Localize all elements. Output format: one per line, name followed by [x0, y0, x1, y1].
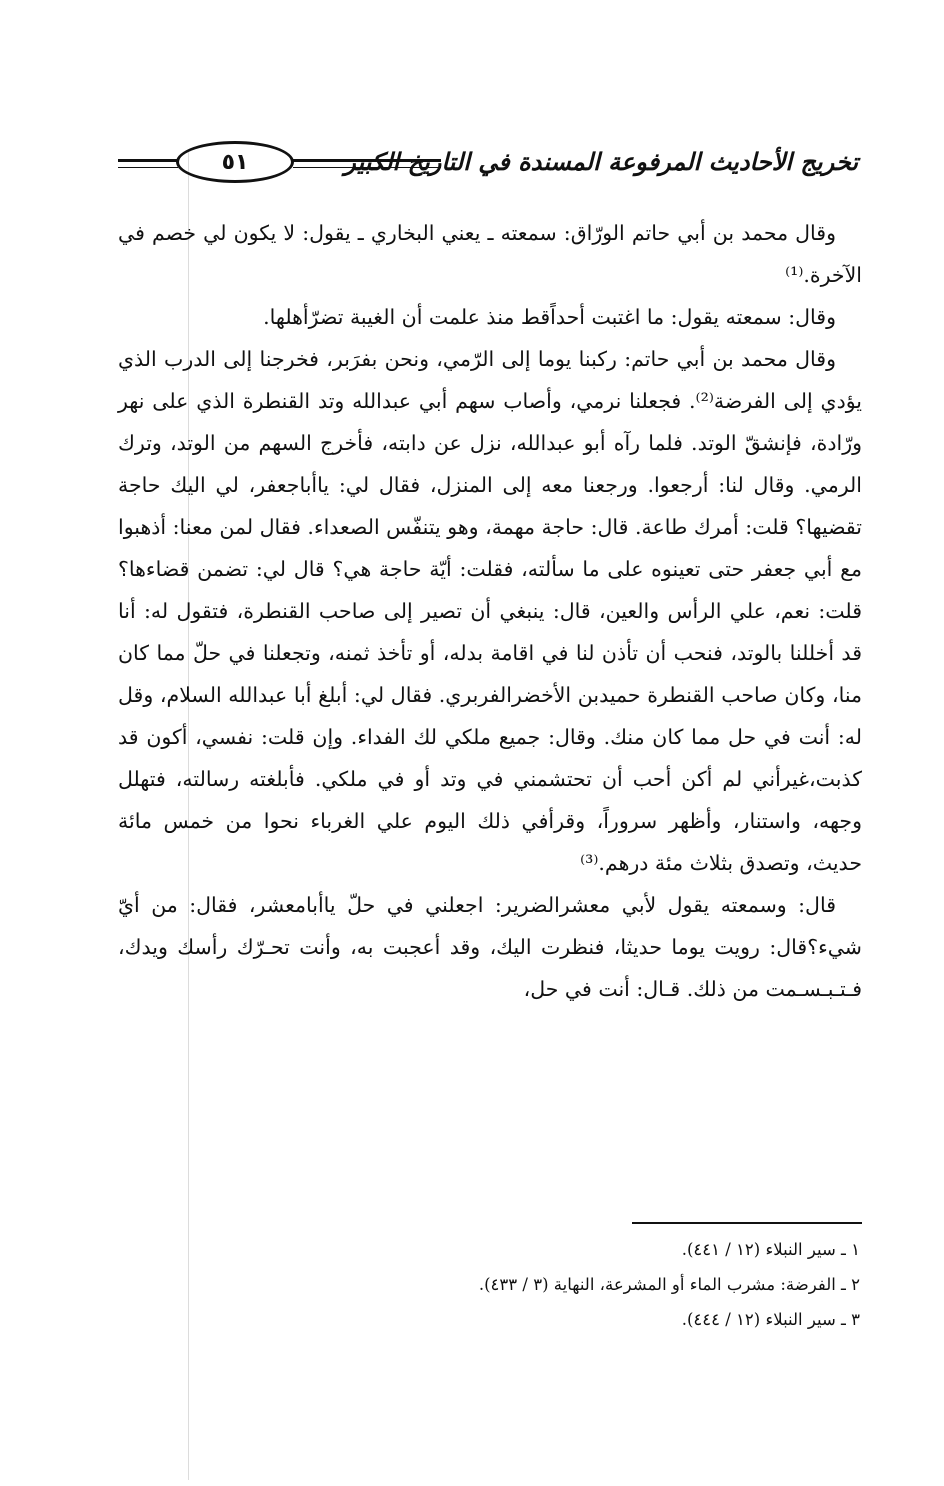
paragraph-1: وقال محمد بن أبي حاتم الورّاق: سمعته ـ يعني البخاري ـ يقول: لا يكون لي خصم في الآخرة.⁽¹⁾ — [118, 221, 862, 287]
footnote-3: ٣ ـ سير النبلاء (١٢ / ٤٤٤). — [681, 1310, 860, 1329]
page-number-oval — [176, 141, 294, 183]
footnote-1: ١ ـ سير النبلاء (١٢ / ٤٤١). — [681, 1240, 860, 1259]
main-text — [118, 212, 862, 1010]
paragraph-2: وقال: سمعته يقول: ما اغتبت أحداًقط منذ علمت أن الغيبة تضرّأهلها. — [263, 305, 836, 329]
header-rule-left — [118, 159, 178, 168]
footnote-separator — [632, 1222, 862, 1224]
footnotes — [300, 1232, 860, 1337]
paragraph-4: قال: وسمعته يقول لأبي معشرالضرير: اجعلني في حلّ ياأبامعشر، فقال: من أيّ شيء؟قال: رويت يوما حديثا، فنظرت اليك، وقد أعجبت به، وأنت تحـرّك رأسك ويدك، فـتـبـسـمت من ذلك. قـال: أنت في حل، — [118, 893, 862, 1001]
paragraph-3: وقال محمد بن أبي حاتم: ركبنا يوما إلى الرّمي، ونحن بفرَبر، فخرجنا إلى الدرب الذي يؤدي إلى الفرضة⁽²⁾. فجعلنا نرمي، وأصاب سهم أبي عبدالله وتد القنطرة الذي على نهر ورّادة، فإنشقّ الوتد. فلما رآه أبو عبدالله، نزل عن دابته، فأخرج السهم من الوتد، وترك الرمي. وقال لنا: أرجعوا. ورجعنا معه إلى المنزل، فقال لي: ياأباجعفر، لي اليك حاجة تقضيها؟ قلت: أمرك طاعة. قال: حاجة مهمة، وهو يتنفّس الصعداء. فقال لمن معنا: أذهبوا مع أبي جعفر حتى تعينوه على ما سألته، فقلت: أيّة حاجة هي؟ قال لي: تضمن قضاءها؟قلت: نعم، علي الرأس والعين، قال: ينبغي أن تصير إلى صاحب القنطرة، فتقول له: أنا قد أخللنا بالوتد، فنحب أن تأذن لنا في اقامة بدله، أو تأخذ ثمنه، وتجعلنا في حلّ مما كان منا، وكان صاحب القنطرة حميدبن الأخضرالفربري. فقال لي: أبلغ أبا عبدالله السلام، وقل له: أنت في حل مما كان منك. وقال: جميع ملكي لك الفداء. وإن قلت: نفسي، أكون قد كذبت،غيرأني لم أكن أحب أن تحتشمني في وتد أو في ملكي. فأبلغته رسالته، فتهلل وجهه، واستنار، وأظهر سروراً، وقرأفي ذلك اليوم علي الغرباء نحوا من خمس مائة حديث، وتصدق بثلاث مئة درهم.⁽³⁾ — [118, 347, 862, 875]
header-title: تخريج الأحاديث المرفوعة المسندة في التاريخ الكبير — [344, 147, 858, 176]
footnote-2: ٢ ـ الفرضة: مشرب الماء أو المشرعة، النهاية (٣ / ٤٣٣). — [478, 1275, 860, 1294]
page-number: ٥١ — [221, 149, 249, 175]
running-header — [118, 135, 858, 191]
